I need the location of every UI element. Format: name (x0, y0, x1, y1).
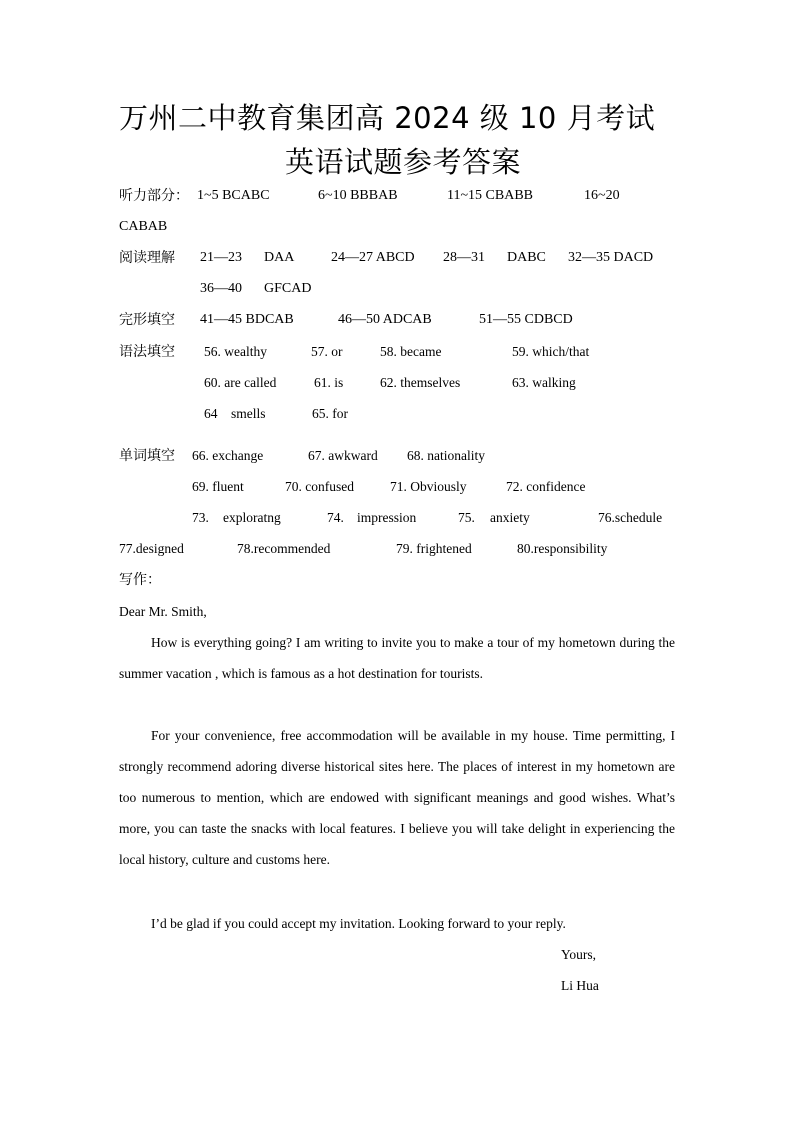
reading-answers-1: DAA (264, 250, 295, 265)
cloze-label: 完形填空 (119, 312, 175, 328)
listening-answers-4-range: 16~20 (584, 188, 620, 203)
listening-answers-1: 1~5 BCABC (197, 188, 270, 203)
grammar-answer: 60. are called (204, 375, 277, 390)
vocabulary-answer: 79. frightened (396, 541, 472, 556)
vocabulary-answer-number: 75. (458, 510, 475, 525)
grammar-answer: 58. became (380, 344, 442, 359)
vocabulary-answer: 71. Obviously (390, 479, 467, 494)
vocabulary-answer: 67. awkward (308, 448, 378, 463)
reading-answers-2: 24—27 ABCD (331, 250, 415, 265)
listening-answers-3: 11~15 CBABB (447, 188, 534, 203)
letter-signature: Li Hua (561, 978, 599, 993)
listening-label: 听力部分： (119, 188, 189, 204)
vocabulary-answer: 70. confused (285, 479, 354, 494)
vocabulary-answer-number: 74. (327, 510, 344, 525)
cloze-answers-3: 51—55 CDBCD (479, 312, 573, 327)
grammar-answer: 63. walking (512, 375, 576, 390)
vocabulary-answer: 68. nationality (407, 448, 485, 463)
vocabulary-answer: 66. exchange (192, 448, 264, 463)
vocabulary-answer: 76.schedule (598, 510, 663, 525)
vocabulary-answer: 69. fluent (192, 479, 244, 494)
reading-range-1: 21—23 (200, 250, 242, 265)
vocabulary-answer: impression (357, 510, 417, 525)
letter-paragraph-2: For your convenience, free accommodation will be available in my house. Time permitting, I strongly recommend adoring diverse historical sites here. The places of interest in my hometown are too numerous to mention, which are endowed with significant meanings and good wishes. What’s more, you can taste the snacks with local features. I believe you will take delight in experiencing the local history, culture and customs here. (119, 728, 675, 867)
letter-paragraph-3: I’d be glad if you could accept my invitation. Looking forward to your reply. (151, 916, 566, 931)
grammar-answer: 56. wealthy (204, 344, 267, 359)
listening-answers-4: CABAB (119, 219, 168, 234)
grammar-answer-number: 64 (204, 406, 218, 421)
vocabulary-answer: 77.designed (119, 541, 184, 556)
writing-label: 写作： (119, 572, 161, 588)
vocabulary-label: 单词填空 (119, 448, 175, 464)
grammar-answer: 62. themselves (380, 375, 461, 390)
reading-label: 阅读理解 (119, 250, 175, 266)
vocabulary-answer: 80.responsibility (517, 541, 608, 556)
exam-title: 万州二中教育集团高 2024 级 10 月考试 (119, 101, 656, 135)
exam-subtitle: 英语试题参考答案 (285, 145, 522, 179)
reading-range-3: 28—31 (443, 250, 485, 265)
reading-answers-3: DABC (507, 250, 546, 265)
grammar-answer: 61. is (314, 375, 344, 390)
vocabulary-answer: anxiety (490, 510, 530, 525)
grammar-answer: smells (231, 406, 266, 421)
vocabulary-answer: 78.recommended (237, 541, 331, 556)
grammar-answer: 59. which/that (512, 344, 590, 359)
letter-greeting: Dear Mr. Smith, (119, 604, 207, 619)
grammar-label: 语法填空 (119, 344, 175, 360)
reading-range-5: 36—40 (200, 281, 242, 296)
letter-closing: Yours, (561, 947, 597, 962)
reading-answers-4: 32—35 DACD (568, 250, 654, 265)
letter-paragraph-1: How is everything going? I am writing to invite you to make a tour of my hometown during the summer vacation , which is famous as a hot destination for tourists. (119, 635, 675, 681)
listening-answers-2: 6~10 BBBAB (318, 188, 398, 203)
grammar-answer: 57. or (311, 344, 343, 359)
vocabulary-answer: 72. confidence (506, 479, 586, 494)
cloze-answers-1: 41—45 BDCAB (200, 312, 294, 327)
cloze-answers-2: 46—50 ADCAB (338, 312, 432, 327)
vocabulary-answer-number: 73. (192, 510, 209, 525)
grammar-answer: 65. for (312, 406, 348, 421)
reading-answers-5: GFCAD (264, 281, 312, 296)
vocabulary-answer: exploratng (223, 510, 281, 525)
